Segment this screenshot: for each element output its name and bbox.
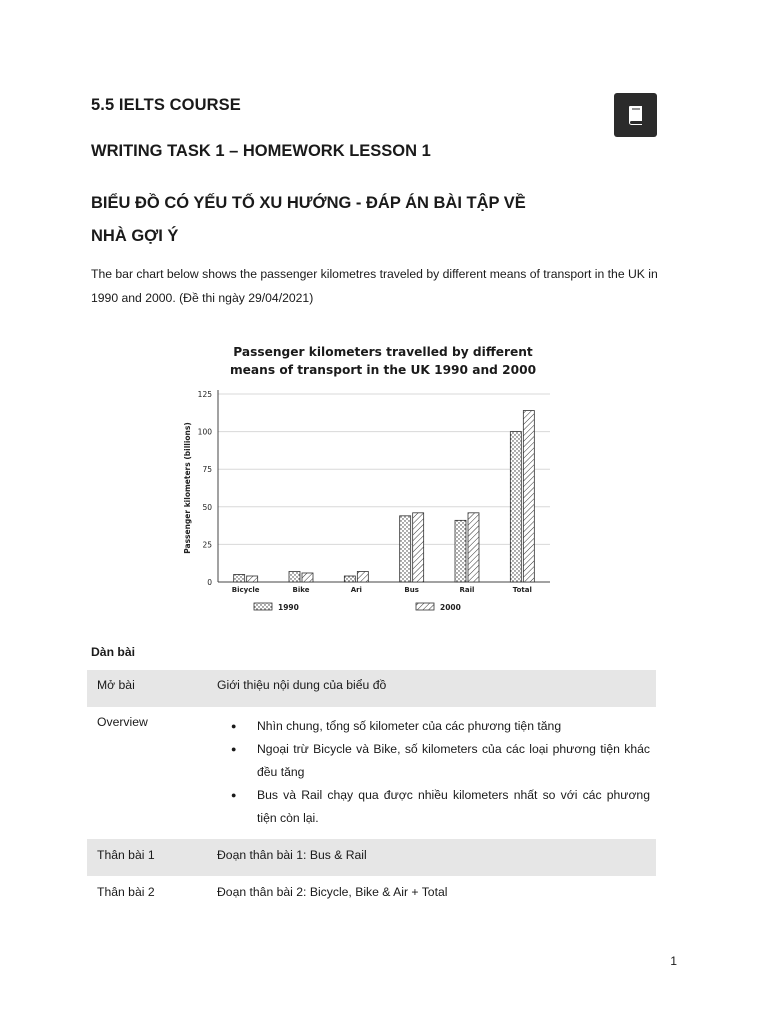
book-icon [624, 103, 648, 127]
list-item: ● Bus và Rail chạy qua được nhiều kilometers nhất so với các phương tiện còn lại. [257, 784, 650, 830]
list-item: ● Nhìn chung, tổng số kilometer của các phương tiện tăng [257, 715, 650, 738]
y-tick-label: 100 [197, 427, 212, 437]
y-tick-label: 75 [202, 465, 212, 475]
x-tick-label: Bike [292, 586, 310, 594]
bar-2000 [468, 513, 479, 582]
bar-chart [176, 336, 566, 621]
document-title: BIỂU ĐỒ CÓ YẾU TỐ XU HƯỚNG - ĐÁP ÁN BÀI TẬP VỀ NHÀ GỢI Ý [91, 194, 526, 245]
legend-swatch-2000 [416, 603, 434, 610]
section-label: Overview [97, 715, 148, 729]
bar-1990 [455, 520, 466, 582]
bar-2000 [302, 573, 313, 582]
bar-1990 [289, 571, 300, 582]
section-content: Giới thiệu nội dung của biểu đồ [217, 678, 387, 692]
x-tick-label: Total [512, 586, 532, 594]
list-item: ● Ngoại trừ Bicycle và Bike, số kilometers của các loại phương tiện khác đều tăng [257, 738, 650, 784]
y-tick-label: 50 [202, 502, 212, 512]
bar-2000 [247, 576, 258, 582]
x-tick-label: Rail [459, 586, 475, 594]
table-row [87, 839, 656, 876]
y-tick-label: 25 [202, 540, 212, 550]
y-axis-label: Passenger kilometers (billions) [183, 422, 192, 554]
table-row [87, 876, 656, 913]
x-tick-label: Bicycle [231, 586, 260, 594]
course-title: 5.5 IELTS COURSE [91, 96, 241, 114]
chart-canvas [176, 336, 566, 621]
bar-2000 [357, 571, 368, 582]
bar-2000 [523, 411, 534, 582]
y-tick-label: 0 [207, 578, 212, 587]
legend-swatch-1990 [254, 603, 272, 610]
table-row [87, 670, 656, 707]
overview-list [217, 707, 650, 830]
section-label: Thân bài 2 [97, 885, 155, 899]
chart-title-line1: Passenger kilometers travelled by different [233, 345, 533, 359]
bar-1990 [400, 516, 411, 582]
section-content: Đoạn thân bài 2: Bicycle, Bike & Air + Total [217, 885, 448, 899]
x-tick-label: Bus [404, 586, 419, 594]
outline-table [87, 670, 656, 913]
section-label: Mở bài [97, 678, 135, 692]
x-tick-label: Ari [350, 586, 362, 594]
table-row [87, 707, 656, 839]
task-title: WRITING TASK 1 – HOMEWORK LESSON 1 [91, 142, 431, 160]
bar-1990 [344, 576, 355, 582]
section-label: Thân bài 1 [97, 848, 155, 862]
task-prompt: The bar chart below shows the passenger kilometres traveled by different means of transport in the UK in 1990 and 2000. (Đề thi ngày 29/04/2021) [91, 267, 658, 305]
bar-2000 [413, 513, 424, 582]
outline-heading: Dàn bài [91, 645, 136, 659]
legend-label: 2000 [440, 603, 461, 612]
page-number: 1 [670, 954, 677, 968]
y-tick-label: 125 [197, 390, 212, 399]
bar-1990 [510, 432, 521, 582]
chart-title-line2: means of transport in the UK 1990 and 2000 [229, 363, 537, 377]
bar-1990 [234, 574, 245, 582]
section-content: Đoạn thân bài 1: Bus & Rail [217, 848, 367, 862]
legend-label: 1990 [278, 603, 299, 612]
logo [614, 93, 657, 137]
